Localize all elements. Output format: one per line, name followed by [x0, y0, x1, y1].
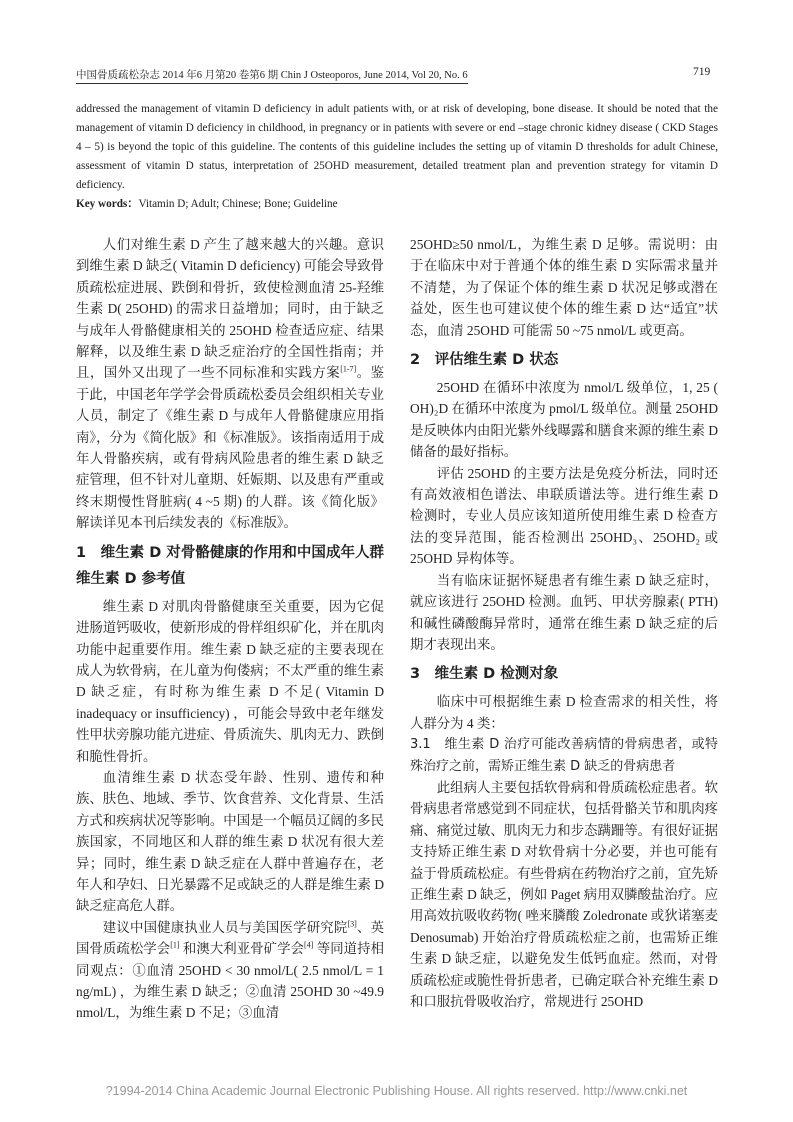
keywords: [76, 195, 718, 214]
paragraph: [76, 917, 384, 1024]
text: 。鉴于此，中国老年学学会骨质疏松委员会组织相关专业人员，制定了《维生素 D 与成年人骨骼健康应用指南》，分为《简化版》和《标准版》。该指南适用于成年人骨骼疾病，或有骨病风险患者的维生素 D 缺乏症管理，但不针对儿童期、妊娠期、以及患有严重或终末期慢性肾脏病( 4 ~5 期) 的人群。该《简化版》解读详见本刊后续发表的《标准版》。: [76, 365, 385, 531]
paragraph: 当有临床证据怀疑患者有维生素 D 缺乏症时，就应该进行 25OHD 检测。血钙、甲状旁腺素( PTH) 和碱性磷酸酶异常时，通常在维生素 D 缺乏症的后期才表现出来。: [410, 572, 718, 652]
section-heading-2: 2 评估维生素 D 状态: [410, 352, 559, 369]
section-heading-3: 3 维生素 D 检测对象: [410, 666, 559, 683]
left-column: [76, 234, 384, 1024]
paragraph: 25OHD 在循环中浓度为 nmol/L 级单位，1, 25 ( OH)₂D 在循环中浓度为 pmol/L 级单位。测量 25OHD 是反映体内由阳光紫外线曝露和膳食来源的维生素 D 储备的最好指标。: [410, 380, 718, 460]
right-column: [410, 234, 718, 1012]
running-header: 中国骨质疏松杂志 2014 年6 月第20 卷第6 期 Chin J Osteoporos, June 2014, Vol 20, No. 6: [76, 67, 468, 84]
text: 人们对维生素 D 产生了越来越大的兴趣。意识到维生素 D 缺乏( Vitamin D deficiency) 可能会导致骨质疏松症进展、跌倒和骨折，致使检测血清 25-羟维生素 D( 25OHD) 的需求日益增加；同时，由于缺乏与成年人骨骼健康相关的 25OHD 检查适应症、结果解释，以及维生素 D 缺乏症治疗的全国性指南；并且，国外又出现了一些不同标准和实践方案: [76, 237, 384, 381]
citation[interactable]: [3]: [347, 919, 357, 929]
page-number: 719: [693, 66, 711, 78]
keywords-label: Key words：: [76, 198, 139, 210]
abstract-block: [76, 100, 718, 214]
abstract-text: addressed the management of vitamin D deficiency in adult patients with, or at risk of developing, bone disease. It should be noted that the management of vitamin D deficiency in childhood, in pregnancy or in patients with severe or end –stage chronic kidney disease ( CKD Stages 4 – 5) is beyond the topic of this guideline. The contents of this guideline includes the setting up of vitamin D thresholds for adult Chinese, assessment of vitamin D status, interpretation of 25OHD measurement, detailed treatment plan and prevention strategy for vitamin D deficiency.: [76, 103, 718, 191]
paragraph: 评估 25OHD 的主要方法是免疫分析法，同时还有高效液相色谱法、串联质谱法等。进行维生素 D 检测时，专业人员应该知道所使用维生素 D 检查方法的变异范围，能否检测出 25OHD₃、25OHD₂ 或 25OHD 异构体等。: [410, 465, 718, 567]
paragraph: 临床中可根据维生素 D 检查需求的相关性，将人群分为 4 类：: [410, 694, 718, 731]
text: 、英国骨质疏松学会: [76, 919, 384, 957]
subsection-heading-3-1: 3.1 维生素 D 治疗可能改善病情的骨病患者，或特殊治疗之前，需矫正维生素 D 缺乏的骨病患者: [410, 737, 718, 774]
section-heading-1: 1 维生素 D 对骨骼健康的作用和中国成年人群维生素 D 参考值: [76, 544, 384, 587]
citation[interactable]: [1]: [170, 940, 180, 950]
paragraph: 血清维生素 D 状态受年龄、性别、遗传和种族、肤色、地域、季节、饮食营养、文化背景、生活方式和疾病状况等影响。中国是一个幅员辽阔的多民族国家，不同地区和人群的维生素 D 状况有很大差异；同时，维生素 D 缺乏症在人群中普遍存在，老年人和孕妇、日光暴露不足或缺乏的人群是维生素 D 缺乏症高危人群。: [76, 769, 384, 914]
text: 等同道持相同观点：①血清 25OHD < 30 nmol/L( 2.5 nmol/L = 1 ng/mL) ，为维生素 D 缺乏；②血清 25OHD 30 ~49.9 nmol/L，为维生素 D 不足；③血清: [76, 941, 384, 1021]
paragraph: 25OHD≥50 nmol/L，为维生素 D 足够。需说明：由于在临床中对于普通个体的维生素 D 实际需求量并不清楚，为了保证个体的维生素 D 状况足够或潜在益处，医生也可建议使个体的维生素 D 达“适宜”状态，血清 25OHD 可能需 50 ~75 nmol/L 或更高。: [410, 237, 718, 338]
intro-paragraph: [76, 234, 384, 534]
text: 建议中国健康执业人员与美国医学研究院: [102, 919, 348, 935]
citation[interactable]: [4]: [304, 940, 314, 950]
citation[interactable]: [1-7]: [340, 364, 357, 374]
text: 和澳大利亚骨矿学会: [179, 941, 305, 957]
keywords-list: Vitamin D; Adult; Chinese; Bone; Guideline: [138, 198, 338, 210]
copyright-footer: ?1994-2014 China Academic Journal Electronic Publishing House. All rights reserved. http://www.cnki.net: [105, 1084, 688, 1098]
paragraph: 此组病人主要包括软骨病和骨质疏松症患者。软骨病患者常感觉到不同症状，包括骨骼关节和肌肉疼痛、痛觉过敏、肌肉无力和步态蹒跚等。有很好证据支持矫正维生素 D 对软骨病十分必要，并也可能有益于骨质疏松症。有些骨病在药物治疗之前，宜先矫正维生素 D 缺乏，例如 Paget 病用双膦酸盐治疗。应用高效抗吸收药物( 唑来膦酸 Zoledronate 或狄诺塞麦 Denosumab) 开始治疗骨质疏松症之前，也需矫正维生素 D 缺乏症，以避免发生低钙血症。然而，对骨质疏松症或脆性骨折患者，已确定联合补充维生素 D 和口服抗骨吸收治疗，常规进行 25OHD: [410, 779, 718, 1009]
paragraph: 维生素 D 对肌肉骨骼健康至关重要，因为它促进肠道钙吸收，使新形成的骨样组织矿化，并在肌肉功能中起重要作用。维生素 D 缺乏症的主要表现在成人为软骨病，在儿童为佝偻病；不太严重的维生素 D 缺乏症，有时称为维生素 D 不足( Vitamin D inadequacy or insufficiency) ，可能会导致中老年继发性甲状旁腺功能亢进症、骨质流失、肌肉无力、跌倒和脆性骨折。: [76, 598, 384, 764]
